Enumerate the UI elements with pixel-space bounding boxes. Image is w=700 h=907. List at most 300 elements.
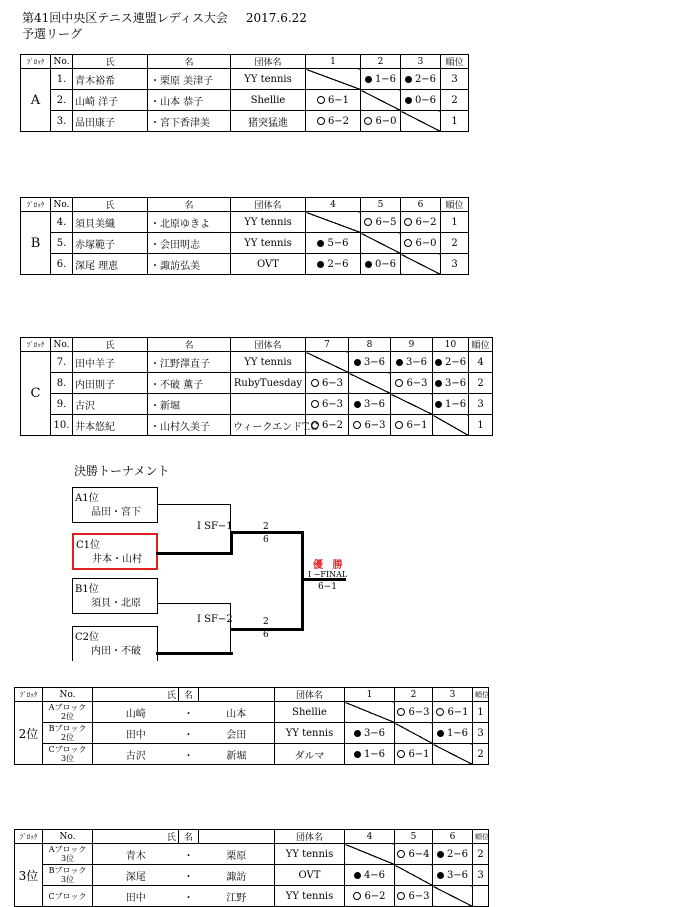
- player-1: 品田康子: [73, 111, 148, 132]
- table-row: [15, 886, 489, 907]
- loss-mark-icon: [435, 359, 442, 366]
- hdr-col: 3: [433, 688, 473, 702]
- team-name: ウィークエンドT.C: [231, 415, 306, 436]
- player-1: 井本悠紀: [73, 415, 148, 436]
- player-2: ・北原ゆきよ: [148, 212, 231, 233]
- entry-position: C1位: [76, 540, 101, 551]
- hdr-shi: 氏: [93, 830, 179, 844]
- hdr-team: 団体名: [275, 830, 345, 844]
- table-row: [15, 844, 489, 865]
- self-cell: [433, 415, 469, 436]
- result-cell: [401, 212, 441, 233]
- hdr-rank: 順位: [473, 830, 489, 844]
- table-row: [21, 212, 469, 233]
- block-origin: [43, 865, 93, 886]
- table-row: [21, 233, 469, 254]
- rank-cell: 3: [441, 254, 469, 275]
- hdr-col: 8: [349, 338, 391, 352]
- origin-block: Bブロック: [48, 866, 87, 875]
- title-date: 2017.6.22: [245, 11, 307, 25]
- win-mark-icon: [364, 218, 372, 226]
- score-text: 6−3: [364, 419, 386, 431]
- table-row: [21, 111, 469, 132]
- result-cell: [306, 111, 361, 132]
- team-name: ダルマ: [275, 744, 345, 765]
- team-name: Shellie: [231, 90, 306, 111]
- block-origin: [43, 723, 93, 744]
- team-name: YY tennis: [231, 233, 306, 254]
- player-2: ・山本 恭子: [148, 90, 231, 111]
- result-cell: [401, 69, 441, 90]
- rank-cell: 2: [441, 233, 469, 254]
- score-text: 6−1: [327, 94, 350, 106]
- score-text: 6−1: [406, 419, 428, 431]
- rank-cell: 2: [473, 744, 489, 765]
- hdr-rank: 順位: [441, 198, 469, 212]
- win-mark-icon: [353, 421, 361, 429]
- entry-c1: [72, 533, 158, 570]
- title-text: 第41回中央区テニス連盟レディス大会: [22, 11, 228, 25]
- subtitle: 予選リーグ: [22, 27, 83, 41]
- entry-names: 須貝・北原: [91, 598, 141, 609]
- player-2: 会田: [199, 723, 275, 744]
- loss-mark-icon: [437, 851, 444, 858]
- hdr-team: 団体名: [275, 688, 345, 702]
- league-table-a: [20, 54, 469, 132]
- loss-mark-icon: [354, 751, 361, 758]
- win-mark-icon: [364, 117, 372, 125]
- player-1: 青木: [93, 844, 179, 865]
- hdr-no: No.: [51, 338, 73, 352]
- bracket-line: [156, 652, 233, 655]
- rank-cell: 1: [441, 212, 469, 233]
- bracket-line: [301, 531, 304, 631]
- win-mark-icon: [317, 117, 325, 125]
- table-row: [21, 69, 469, 90]
- player-1: 田中: [93, 723, 179, 744]
- self-cell: [349, 373, 391, 394]
- row-no: 7.: [51, 352, 73, 373]
- rank-cell: 3: [473, 723, 489, 744]
- result-cell: [433, 373, 469, 394]
- result-cell: [361, 254, 401, 275]
- origin-pos: 3位: [60, 875, 75, 884]
- team-name: 猪突猛進: [231, 111, 306, 132]
- sf1-score-top: 2: [263, 522, 269, 532]
- score-text: 3−6: [445, 377, 467, 389]
- name-sep: ・: [179, 844, 199, 865]
- hdr-shi: 氏: [73, 338, 148, 352]
- table-row: [15, 865, 489, 886]
- row-no: 1.: [51, 69, 73, 90]
- hdr-col: 6: [433, 830, 473, 844]
- champion-label: 優 勝: [313, 560, 346, 571]
- win-mark-icon: [311, 421, 319, 429]
- loss-mark-icon: [317, 240, 324, 247]
- sf2-label: I SF−2: [197, 614, 233, 625]
- result-cell: [401, 90, 441, 111]
- block-label: A: [21, 69, 51, 132]
- table-row: [21, 394, 493, 415]
- player-1: 深尾: [93, 865, 179, 886]
- origin-pos: 3位: [60, 854, 75, 863]
- table-row: [15, 702, 489, 723]
- bracket-line: [156, 552, 233, 555]
- hdr-col: 4: [345, 830, 395, 844]
- block-label: 2位: [15, 702, 43, 765]
- win-mark-icon: [317, 96, 325, 104]
- team-name: YY tennis: [275, 844, 345, 865]
- score-text: 2−6: [327, 258, 349, 270]
- rank-cell: 3: [473, 865, 489, 886]
- team-name: RubyTuesday: [231, 373, 306, 394]
- result-cell: [433, 723, 473, 744]
- sf1-label: I SF−1: [197, 521, 233, 532]
- win-mark-icon: [404, 218, 412, 226]
- player-1: 山崎: [93, 702, 179, 723]
- player-2: ・諏訪弘美: [148, 254, 231, 275]
- hdr-col: 2: [395, 688, 433, 702]
- score-text: 0−6: [414, 94, 437, 106]
- team-name: YY tennis: [231, 212, 306, 233]
- result-cell: [395, 702, 433, 723]
- self-cell: [306, 212, 361, 233]
- hdr-team: 団体名: [231, 338, 306, 352]
- name-sep: ・: [179, 886, 199, 907]
- hdr-col: 5: [361, 198, 401, 212]
- rank-cell: 4: [469, 352, 493, 373]
- score-text: 6−4: [408, 848, 430, 860]
- player-2: 江野: [199, 886, 275, 907]
- hdr-mei: 名: [179, 688, 199, 702]
- result-cell: [361, 111, 401, 132]
- league-table-c: [20, 337, 493, 436]
- loss-mark-icon: [354, 359, 361, 366]
- hdr-spacer: [199, 688, 275, 702]
- block-origin: [43, 886, 93, 907]
- origin-block: Aブロック: [48, 703, 87, 712]
- loss-mark-icon: [437, 872, 444, 879]
- player-1: 青木裕希: [73, 69, 148, 90]
- result-cell: [361, 212, 401, 233]
- result-cell: [433, 865, 473, 886]
- result-cell: [345, 865, 395, 886]
- player-2: 栗原: [199, 844, 275, 865]
- entry-c2: [72, 626, 158, 661]
- entry-position: A1位: [75, 493, 99, 504]
- name-sep: ・: [179, 702, 199, 723]
- table-row: [21, 90, 469, 111]
- sf1-score-bottom: 6: [263, 535, 269, 545]
- rank-cell: 2: [473, 844, 489, 865]
- result-cell: [395, 844, 433, 865]
- hdr-block: ﾌﾞﾛｯｸ: [21, 198, 51, 212]
- win-mark-icon: [395, 421, 403, 429]
- bracket-line: [157, 603, 231, 604]
- score-text: 1−6: [374, 73, 397, 85]
- score-text: 6−2: [321, 419, 344, 431]
- score-text: 6−2: [327, 115, 350, 127]
- result-cell: [349, 415, 391, 436]
- hdr-block: ﾌﾞﾛｯｸ: [15, 688, 43, 702]
- hdr-shi: 氏: [73, 55, 148, 69]
- hdr-col: 4: [306, 198, 361, 212]
- win-mark-icon: [353, 892, 361, 900]
- row-no: 9.: [51, 394, 73, 415]
- score-text: 6−2: [364, 890, 386, 902]
- win-mark-icon: [436, 708, 444, 716]
- hdr-team: 団体名: [231, 55, 306, 69]
- bracket-line: [157, 504, 231, 505]
- score-text: 6−2: [415, 216, 437, 228]
- sf2-score-bottom: 6: [263, 630, 269, 640]
- result-cell: [361, 69, 401, 90]
- player-1: 内田則子: [73, 373, 148, 394]
- hdr-col: 1: [345, 688, 395, 702]
- block-label: 3位: [15, 844, 43, 907]
- score-text: 6−5: [375, 216, 397, 228]
- result-cell: [306, 373, 349, 394]
- result-cell: [345, 886, 395, 907]
- hdr-col: 6: [401, 198, 441, 212]
- score-text: 6−1: [447, 706, 469, 718]
- origin-pos: 2位: [60, 712, 75, 721]
- result-cell: [306, 254, 361, 275]
- origin-block: Cブロック: [48, 891, 87, 901]
- loss-mark-icon: [365, 76, 372, 83]
- score-text: 2−6: [445, 356, 467, 368]
- player-2: 諏訪: [199, 865, 275, 886]
- self-cell: [401, 111, 441, 132]
- loss-mark-icon: [354, 872, 361, 879]
- row-no: 5.: [51, 233, 73, 254]
- score-text: 2−6: [446, 848, 469, 860]
- score-text: 3−6: [363, 398, 386, 410]
- self-cell: [345, 844, 395, 865]
- result-cell: [349, 394, 391, 415]
- hdr-team: 団体名: [231, 198, 306, 212]
- score-text: 6−3: [406, 377, 428, 389]
- player-2: ・江野澤直子: [148, 352, 231, 373]
- name-sep: ・: [179, 865, 199, 886]
- final-label: I −FINAL: [308, 570, 348, 579]
- loss-mark-icon: [405, 76, 412, 83]
- league-table-b: [20, 197, 469, 275]
- table-row: [15, 744, 489, 765]
- row-no: 10.: [51, 415, 73, 436]
- score-text: 4−6: [363, 869, 386, 881]
- result-cell: [349, 352, 391, 373]
- loss-mark-icon: [365, 261, 372, 268]
- hdr-col: 5: [395, 830, 433, 844]
- entry-position: C2位: [75, 632, 100, 643]
- name-sep: ・: [179, 744, 199, 765]
- team-name: Shellie: [275, 702, 345, 723]
- win-mark-icon: [397, 708, 405, 716]
- win-mark-icon: [397, 892, 405, 900]
- league-table-2nd: [14, 687, 489, 765]
- rank-cell: 1: [469, 415, 493, 436]
- table-row: [21, 415, 493, 436]
- loss-mark-icon: [354, 730, 361, 737]
- result-cell: [391, 373, 433, 394]
- loss-mark-icon: [435, 380, 442, 387]
- team-name: YY tennis: [231, 69, 306, 90]
- hdr-col: 7: [306, 338, 349, 352]
- hdr-block: ﾌﾞﾛｯｸ: [21, 338, 51, 352]
- result-cell: [306, 394, 349, 415]
- rank-cell: [473, 886, 489, 907]
- player-1: 深尾 理恵: [73, 254, 148, 275]
- entry-names: 内田・不破: [91, 646, 141, 657]
- score-text: 6−3: [408, 890, 430, 902]
- result-cell: [395, 886, 433, 907]
- player-2: ・山村久美子: [148, 415, 231, 436]
- player-2: ・会田明志: [148, 233, 231, 254]
- sf2-score-top: 2: [263, 617, 269, 627]
- self-cell: [401, 254, 441, 275]
- team-name: YY tennis: [275, 886, 345, 907]
- score-text: 6−1: [408, 748, 430, 760]
- loss-mark-icon: [396, 359, 403, 366]
- hdr-no: No.: [51, 55, 73, 69]
- hdr-block: ﾌﾞﾛｯｸ: [15, 830, 43, 844]
- self-cell: [395, 723, 433, 744]
- loss-mark-icon: [405, 97, 412, 104]
- table-row: [21, 373, 493, 394]
- rank-cell: 3: [441, 69, 469, 90]
- loss-mark-icon: [437, 730, 444, 737]
- player-1: 赤塚範子: [73, 233, 148, 254]
- team-name: OVT: [275, 865, 345, 886]
- table-row: [15, 723, 489, 744]
- player-2: ・宮下香津美: [148, 111, 231, 132]
- block-origin: [43, 702, 93, 723]
- name-sep: ・: [179, 723, 199, 744]
- win-mark-icon: [311, 400, 319, 408]
- hdr-col: 3: [401, 55, 441, 69]
- hdr-col: 10: [433, 338, 469, 352]
- score-text: 6−3: [321, 398, 344, 410]
- score-text: 1−6: [446, 727, 469, 739]
- result-cell: [433, 352, 469, 373]
- hdr-rank: 順位: [469, 338, 493, 352]
- hdr-col: 9: [391, 338, 433, 352]
- hdr-no: No.: [43, 830, 93, 844]
- player-2: 山本: [199, 702, 275, 723]
- hdr-no: No.: [43, 688, 93, 702]
- loss-mark-icon: [354, 401, 361, 408]
- self-cell: [306, 69, 361, 90]
- hdr-spacer: [199, 830, 275, 844]
- win-mark-icon: [311, 379, 319, 387]
- rank-cell: 1: [473, 702, 489, 723]
- player-2: ・新堀: [148, 394, 231, 415]
- league-table-3rd: [14, 829, 489, 907]
- player-2: ・栗原 美津子: [148, 69, 231, 90]
- player-1: 田中: [93, 886, 179, 907]
- team-name: OVT: [231, 254, 306, 275]
- table-row: [21, 254, 469, 275]
- team-name: [231, 394, 306, 415]
- self-cell: [361, 233, 401, 254]
- player-1: 須貝美織: [73, 212, 148, 233]
- block-origin: [43, 744, 93, 765]
- score-text: 3−6: [363, 356, 386, 368]
- block-label: B: [21, 212, 51, 275]
- hdr-block: ﾌﾞﾛｯｸ: [21, 55, 51, 69]
- entry-b1: [72, 578, 158, 614]
- score-text: 6−0: [375, 115, 397, 127]
- result-cell: [433, 394, 469, 415]
- hdr-mei: 名: [179, 830, 199, 844]
- score-text: 3−6: [446, 869, 469, 881]
- entry-names: 品田・宮下: [91, 507, 141, 518]
- bracket-line: [230, 532, 233, 554]
- score-text: 3−6: [405, 356, 428, 368]
- result-cell: [345, 744, 395, 765]
- result-cell: [401, 233, 441, 254]
- hdr-mei: 名: [148, 198, 231, 212]
- team-name: YY tennis: [231, 352, 306, 373]
- hdr-mei: 名: [148, 338, 231, 352]
- result-cell: [391, 352, 433, 373]
- win-mark-icon: [395, 379, 403, 387]
- entry-names: 井本・山村: [92, 554, 142, 565]
- rank-cell: 2: [441, 90, 469, 111]
- score-text: 3−6: [363, 727, 386, 739]
- hdr-rank: 順位: [473, 688, 489, 702]
- player-2: ・不破 薫子: [148, 373, 231, 394]
- score-text: 5−6: [327, 237, 349, 249]
- result-cell: [306, 233, 361, 254]
- final-score: 6−1: [318, 582, 337, 592]
- page-title: [22, 10, 307, 42]
- row-no: 6.: [51, 254, 73, 275]
- hdr-no: No.: [51, 198, 73, 212]
- origin-block: Cブロック: [48, 745, 87, 754]
- self-cell: [306, 352, 349, 373]
- score-text: 6−0: [415, 237, 437, 249]
- origin-block: Aブロック: [48, 845, 87, 854]
- tournament-title: 決勝トーナメント: [74, 464, 170, 478]
- team-name: YY tennis: [275, 723, 345, 744]
- result-cell: [391, 415, 433, 436]
- origin-pos: 2位: [60, 733, 75, 742]
- win-mark-icon: [404, 239, 412, 247]
- score-text: 1−6: [445, 398, 467, 410]
- result-cell: [345, 723, 395, 744]
- row-no: 3.: [51, 111, 73, 132]
- entry-a1: [72, 487, 158, 523]
- result-cell: [433, 844, 473, 865]
- entry-position: B1位: [75, 584, 99, 595]
- hdr-rank: 順位: [441, 55, 469, 69]
- hdr-col: 2: [361, 55, 401, 69]
- player-1: 古沢: [93, 744, 179, 765]
- rank-cell: 3: [469, 394, 493, 415]
- hdr-shi: 氏: [93, 688, 179, 702]
- loss-mark-icon: [317, 261, 324, 268]
- score-text: 0−6: [374, 258, 397, 270]
- win-mark-icon: [397, 850, 405, 858]
- block-label: C: [21, 352, 51, 436]
- self-cell: [433, 886, 473, 907]
- player-1: 山崎 洋子: [73, 90, 148, 111]
- hdr-col: 1: [306, 55, 361, 69]
- block-origin: [43, 844, 93, 865]
- result-cell: [395, 744, 433, 765]
